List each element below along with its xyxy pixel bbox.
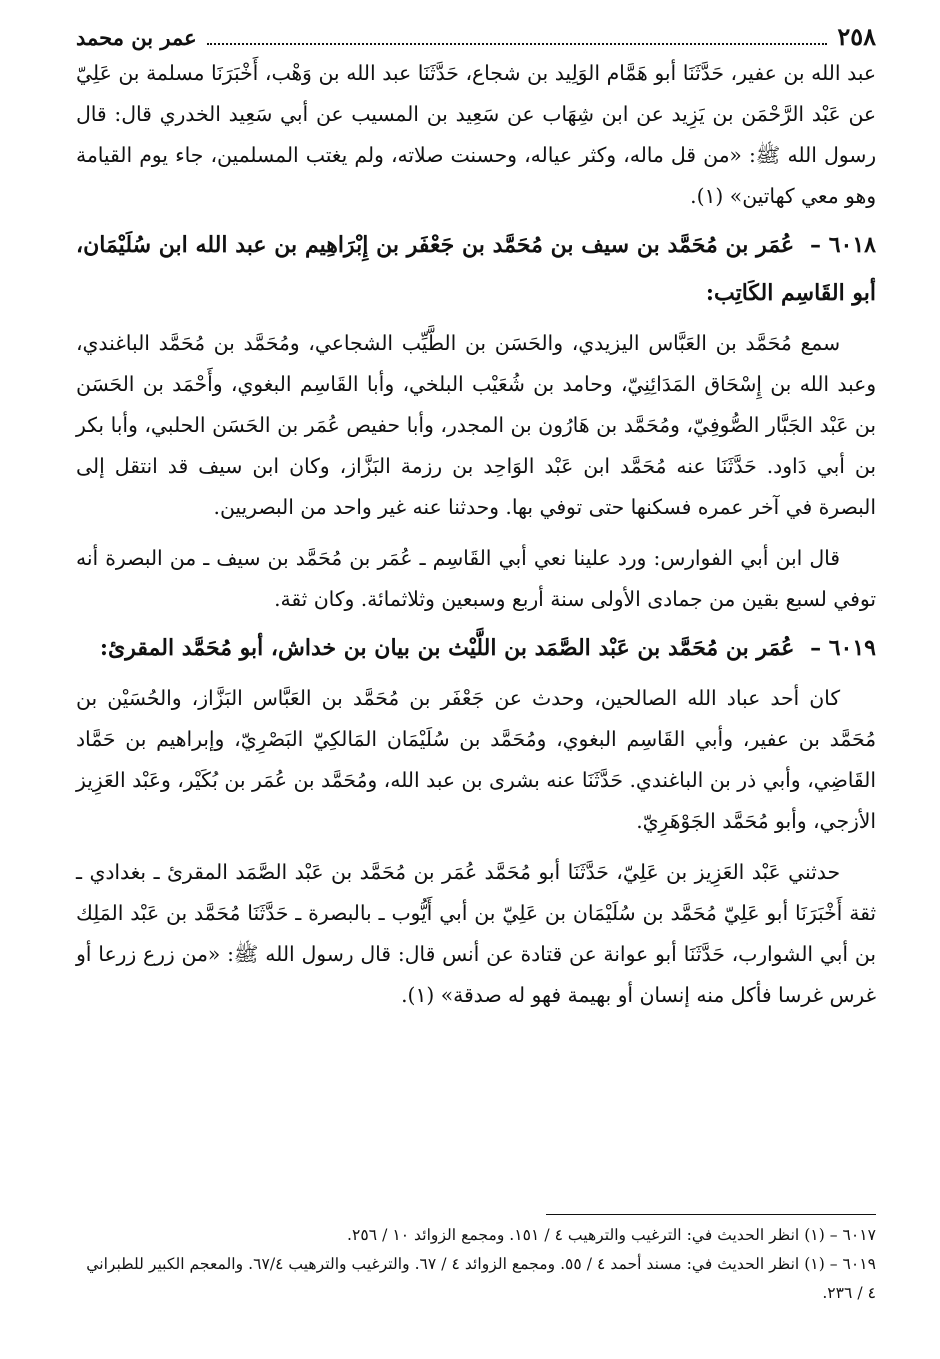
entry-6018-number: ٦٠١٨ – — [809, 232, 876, 258]
entry-6019-paragraph-2: حدثني عَبْد العَزِيز بن عَلِيّ، حَدَّثَنَا أبو مُحَمَّد عُمَر بن مُحَمَّد بن عَبْد الصَّمَد المقرئ ـ بغدادي ـ ثقة أَخْبَرَنَا أبو عَلِيّ مُحَمَّد بن سُلَيْمَان بن عَلِيّ بن أبي أَيُّوب ـ بالبصرة ـ حَدَّثَنَا مُحَمَّد بن عَبْد المَلِك بن أبي الشوارب، حَدَّثَنَا أبو عوانة عن قتادة عن أنس قال: قال رسول الله ﷺ: «من زرع زرعا أو غرس غرسا فأكل منه إنسان أو بهيمة فهو له صدقة» (١). — [76, 860, 876, 1007]
main-text — [76, 53, 876, 1016]
running-title: عمر بن محمد — [76, 25, 197, 50]
footnotes — [76, 1214, 876, 1308]
entry-6018-title: عُمَر بن مُحَمَّد بن سيف بن مُحَمَّد بن جَعْفَر بن إِبْرَاهِيم بن عبد الله ابن سُلَيْمَان، أبو القَاسِم الكَاتِب: — [76, 232, 876, 306]
entry-6018-heading — [76, 221, 876, 317]
entry-6019-number: ٦٠١٩ – — [810, 635, 876, 661]
paragraph-spacer — [76, 528, 876, 538]
footnote-6017: ٦٠١٧ – (١) انظر الحديث في: الترغيب والترهيب ٤ / ١٥١. ومجمع الزوائد ١٠ / ٢٥٦. — [347, 1226, 876, 1244]
entry-6019-heading — [76, 624, 876, 672]
header-dot-leader — [207, 43, 828, 45]
paragraph-spacer — [76, 842, 876, 852]
running-header — [76, 22, 876, 53]
continued-paragraph: عبد الله بن عفير، حَدَّثَنَا أبو هَمَّام الوَلِيد بن شجاع، حَدَّثَنَا عبد الله بن وَهْب، أَخْبَرَنَا مسلمة بن عَلِيّ عن عَبْد الرَّحْمَن بن يَزِيد عن ابن شِهَاب عن سَعِيد بن المسيب عن أبي سَعِيد الخدري قال: قال رسول الله ﷺ: «من قل ماله، وكثر عياله، وحسنت صلاته، ولم يغتب المسلمين، جاء يوم القيامة وهو معي كهاتين» (١). — [76, 61, 876, 208]
footnote-rule — [546, 1214, 876, 1215]
footnote-6019: ٦٠١٩ – (١) انظر الحديث في: مسند أحمد ٤ / ٥٥. ومجمع الزوائد ٤ / ٦٧. والترغيب والترهيب ٦٧/٤. والمعجم الكبير للطبراني ٤ / ٢٣٦. — [86, 1255, 876, 1302]
entry-6019-paragraph-1: كان أحد عباد الله الصالحين، وحدث عن جَعْفَر بن مُحَمَّد بن العَبَّاس البَزَّاز، والحُسَيْن بن مُحَمَّد بن عفير، وأبي القَاسِم البغوي، ومُحَمَّد بن سُلَيْمَان المَالكِيّ البَصْرِيّ، وإبراهيم بن حَمَّاد القَاضِي، وأبي ذر بن الباغندي. حَدَّثَنَا عنه بشرى بن عبد الله، ومُحَمَّد بن عُمَر بن بُكَيْر، وعَبْد العَزِيز الأزجي، وأبو مُحَمَّد الجَوْهَرِيّ. — [76, 686, 876, 833]
page-number: ٢٥٨ — [837, 22, 876, 51]
entry-6018-paragraph-1: سمع مُحَمَّد بن العَبَّاس اليزيدي، والحَسَن بن الطَّيِّب الشجاعي، ومُحَمَّد بن مُحَمَّد الباغندي، وعبد الله بن إِسْحَاق المَدَائِنِيّ، وحامد بن شُعَيْب البلخي، وأبا القَاسِم البغوي، وأَحْمَد بن الحَسَن بن عَبْد الجَبَّار الصُّوفِيّ، ومُحَمَّد بن هَارُون بن المجدر، وأبا حفيص عُمَر بن الحَسَن الحلبي، وأبا بكر بن أبي دَاود. حَدَّثَنَا عنه مُحَمَّد ابن عَبْد الوَاحِد بن رزمة البَزَّاز، وكان ابن سيف قد انتقل إلى البصرة في آخر عمره فسكنها حتى توفي بها. وحدثنا عنه غير واحد من البصريين. — [76, 331, 876, 519]
entry-6018-paragraph-2: قال ابن أبي الفوارس: ورد علينا نعي أبي القَاسِم ـ عُمَر بن مُحَمَّد بن سيف ـ من البصرة أنه توفي لسبع بقين من جمادى الأولى سنة أربع وسبعين وثلاثمائة. وكان ثقة. — [76, 546, 876, 611]
entry-6019-title: عُمَر بن مُحَمَّد بن عَبْد الصَّمَد بن اللَّيْث بن بيان بن خداش، أبو مُحَمَّد المقرئ: — [99, 635, 795, 661]
